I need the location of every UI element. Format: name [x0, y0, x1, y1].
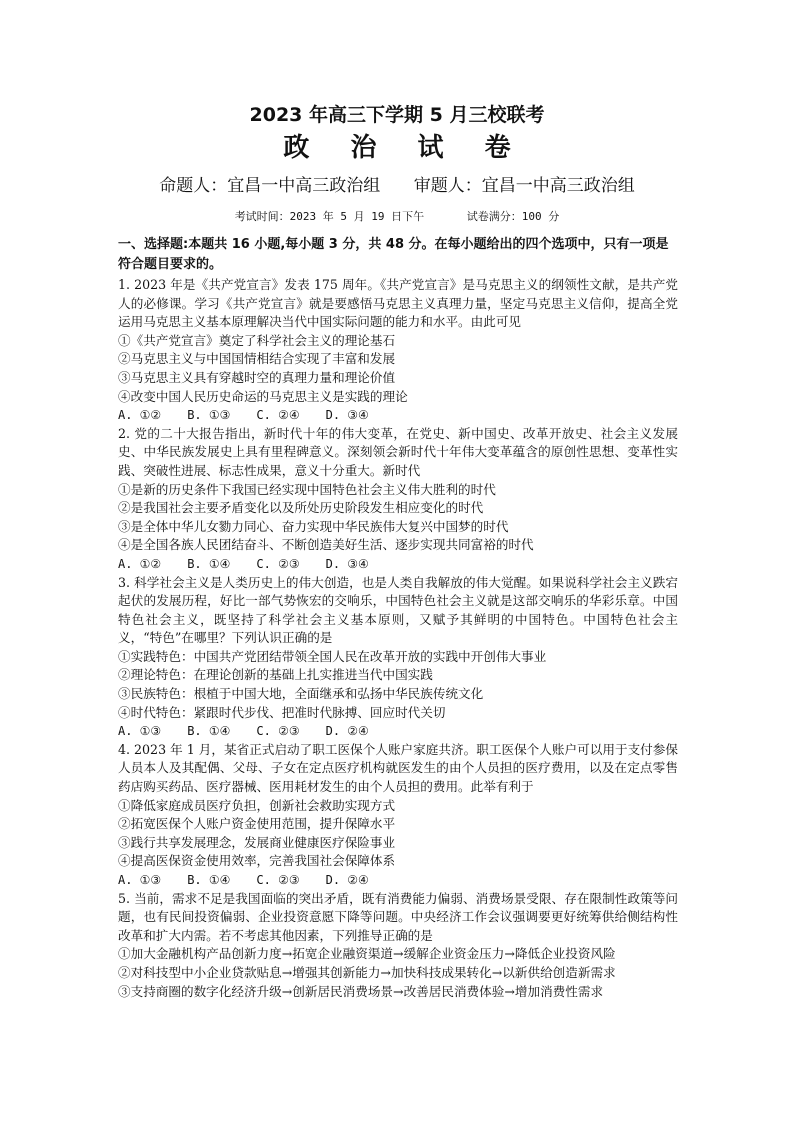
exam-info-line	[0, 208, 794, 224]
section-heading: 一、选择题:本题共 16 小题,每小题 3 分，共 48 分。在每小题给出的四个选项中，只有一项是符合题目要求的。	[118, 237, 669, 272]
setter-label: 命题人：宜昌一中高三政治组	[159, 176, 381, 196]
question-option: ②马克思主义与中国国情相结合实现了丰富和发展	[118, 351, 396, 367]
question-option: ②是我国社会主要矛盾变化以及所处历史阶段发生相应变化的时代	[118, 500, 484, 516]
question-3	[118, 574, 678, 741]
reviewer-label: 审题人：宜昌一中高三政治组	[413, 176, 635, 196]
question-option: ①实践特色：中国共产党团结带领全国人民在改革开放的实践中开创伟大事业	[118, 648, 547, 664]
choice-c: C. ②④	[256, 408, 300, 423]
answer-choices	[118, 555, 678, 574]
question-option: ②拓宽医保个人账户资金使用范围，提升保障水平	[118, 816, 396, 832]
question-option: ①加大金融机构产品创新力度→拓宽企业融资渠道→缓解企业资金压力→降低企业投资风险	[118, 946, 616, 962]
question-option: ③支持商圈的数字化经济升级→创新居民消费场景→改善居民消费体验→增加消费性需求	[118, 983, 604, 999]
answer-choices	[118, 722, 678, 741]
author-line	[0, 171, 794, 196]
choice-b: B. ①④	[187, 556, 231, 571]
answer-choices	[118, 406, 678, 425]
full-score: 试卷满分：100 分	[466, 210, 560, 223]
choice-a: A. ①③	[118, 873, 162, 887]
choice-b: B. ①④	[187, 873, 231, 887]
question-stem: 5. 当前，需求不足是我国面临的突出矛盾，既有消费能力偏弱、消费场景受限、存在限制性政策等问题，也有民间投资偏弱、企业投资意愿下降等问题。中央经济工作会议强调要更好统筹供给侧结构性改革和扩大内需。若不考虑其他因素，下列推导正确的是	[118, 890, 678, 943]
question-stem: 3. 科学社会主义是人类历史上的伟大创造，也是人类自我解放的伟大觉醒。如果说科学社会主义跌宕起伏的发展历程，好比一部气势恢宏的交响乐，中国特色社会主义就是这部交响乐的华彩乐章。中国特色社会主义，既坚持了科学社会主义基本原则，又赋予其鲜明的中国特色。中国特色社会主义，“特色”在哪里？下列认识正确的是	[118, 574, 678, 646]
choice-d: D. ③④	[325, 408, 369, 423]
question-4	[118, 741, 678, 890]
choice-b: B. ①④	[187, 724, 231, 739]
question-5	[118, 890, 678, 1002]
choice-c: C. ②③	[256, 556, 300, 571]
question-1	[118, 276, 678, 425]
question-option: ②对科技型中小企业贷款贴息→增强其创新能力→加快科技成果转化→以新供给创造新需求	[118, 964, 616, 980]
question-option: ④时代特色：紧跟时代步伐、把准时代脉搏、回应时代关切	[118, 704, 446, 720]
question-option: ①《共产党宣言》奠定了科学社会主义的理论基石	[118, 332, 396, 348]
question-2	[118, 425, 678, 574]
question-option: ①是新的历史条件下我国已经实现中国特色社会主义伟大胜利的时代	[118, 481, 496, 497]
choice-c: C. ②③	[256, 873, 300, 887]
exam-title: 2023 年高三下学期 5 月三校联考	[249, 104, 545, 126]
question-option: ③是全体中华儿女勠力同心、奋力实现中华民族伟大复兴中国梦的时代	[118, 518, 509, 534]
exam-content	[118, 235, 678, 1001]
choice-a: A. ①③	[118, 724, 162, 739]
question-stem: 1. 2023 年是《共产党宣言》发表 175 周年。《共产党宣言》是马克思主义的纲领性文献，是共产党人的必修课。学习《共产党宣言》就是要感悟马克思主义真理力量，坚定马克思主义信仰，提高全党运用马克思主义基本原理解决当代中国实际问题的能力和水平。由此可见	[118, 277, 678, 330]
question-option: ③马克思主义具有穿越时空的真理力量和理论价值	[118, 369, 396, 385]
question-option: ③民族特色：根植于中国大地，全面继承和弘扬中华民族传统文化	[118, 686, 484, 702]
question-option: ③践行共享发展理念，发展商业健康医疗保险事业	[118, 834, 396, 850]
question-stem: 4. 2023 年 1 月，某省正式启动了职工医保个人账户家庭共济。职工医保个人账户可以用于支付参保人员本人及其配偶、父母、子女在定点医疗机构就医发生的由个人员担的医疗费用，以及在定点零售药店购买药品、医疗器械、医用耗材发生的由个人员担的费用。此举有利于	[118, 741, 678, 795]
choice-d: D. ③④	[325, 556, 369, 571]
question-option: ④改变中国人民历史命运的马克思主义是实践的理论	[118, 388, 408, 404]
answer-choices	[118, 871, 678, 890]
question-option: ②理论特色：在理论创新的基础上扎实推进当代中国实践	[118, 667, 433, 683]
question-option: ①降低家庭成员医疗负担，创新社会救助实现方式	[118, 797, 396, 813]
question-stem: 2. 党的二十大报告指出，新时代十年的伟大变革，在党史、新中国史、改革开放史、社会主义发展史、中华民族发展史上具有里程碑意义。深刻领会新时代十年伟大变革蕴含的原创性思想、变革性实践、突破性进展、标志性成果，意义十分重大。新时代	[118, 425, 678, 478]
choice-b: B. ①③	[187, 408, 231, 423]
choice-d: D. ②④	[325, 724, 369, 739]
choice-c: C. ②③	[256, 724, 300, 739]
choice-d: D. ②④	[325, 873, 369, 887]
question-option: ④是全国各族人民团结奋斗、不断创造美好生活、逐步实现共同富裕的时代	[118, 537, 534, 553]
exam-time: 考试时间：2023 年 5 月 19 日下午	[234, 210, 425, 223]
choice-a: A. ①②	[118, 408, 162, 423]
choice-a: A. ①②	[118, 556, 162, 571]
question-option: ④提高医保资金使用效率，完善我国社会保障体系	[118, 853, 396, 869]
subject-title: 政 治 试 卷	[283, 133, 527, 163]
